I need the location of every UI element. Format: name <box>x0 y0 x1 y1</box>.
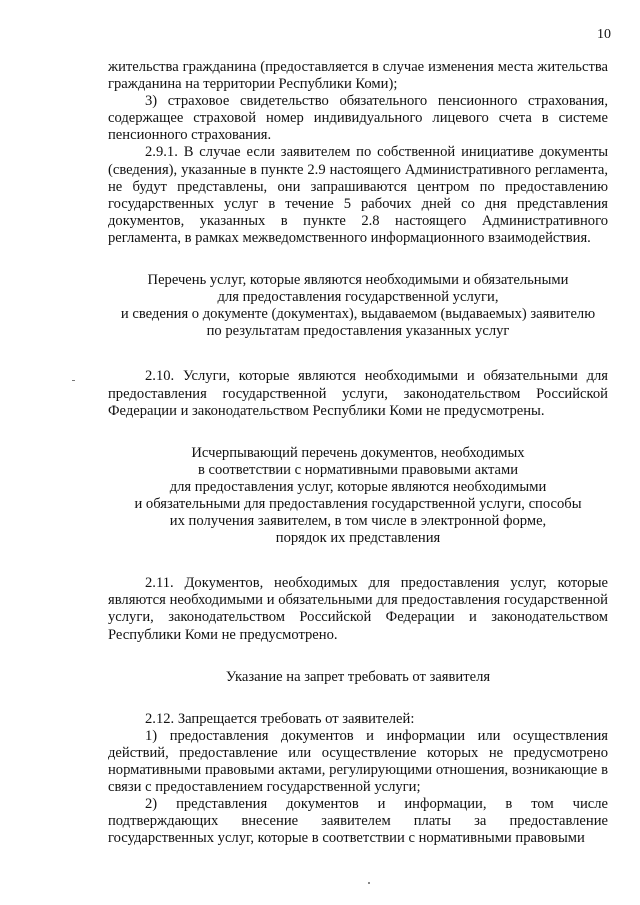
heading-line: для предоставления государственной услуги, <box>217 289 499 306</box>
section-gap <box>108 686 608 711</box>
heading-required-services <box>108 272 608 340</box>
paragraph-pension-certificate: 3) страховое свидетельство обязательного пенсионного страхования, содержащее страховой номер индивидуального лицевого счета в системе пенсионного страхования. <box>108 93 608 144</box>
section-gap <box>108 644 608 669</box>
section-gap <box>108 247 608 272</box>
scan-mark <box>368 882 370 884</box>
margin-mark <box>72 380 75 381</box>
section-gap <box>108 340 608 368</box>
heading-line: Исчерпывающий перечень документов, необходимых <box>191 444 525 461</box>
heading-line: Перечень услуг, которые являются необходимыми и обязательными <box>147 272 569 289</box>
heading-line: и сведения о документе (документах), выдаваемом (выдаваемых) заявителю <box>120 306 596 323</box>
heading-prohibition <box>108 669 608 686</box>
section-gap <box>108 547 608 575</box>
paragraph-residence-continuation: жительства гражданина (предоставляется в случае изменения места жительства гражданина на территории Республики Коми); <box>108 59 608 93</box>
heading-line: в соответствии с нормативными правовыми актами <box>197 461 519 478</box>
paragraph-list-item-1: 1) предоставления документов и информации или осуществления действий, предоставление или осуществление которых не предусмотрено нормативными правовыми актами, регулирующими отношения, возникающие в связи с предоставлением государственной услуги; <box>108 727 608 796</box>
heading-line: и обязательными для предоставления государственной услуги, способы <box>134 495 582 512</box>
paragraph-list-item-2: 2) представления документов и информации, в том числе подтверждающих внесение заявителем платы за предоставление государственных услуг, которые в соответствии с нормативными правовыми <box>108 796 608 847</box>
paragraph-2-9-1: 2.9.1. В случае если заявителем по собственной инициативе документы (сведения), указанные в пункте 2.9 настоящего Административного регламента, не будут представлены, они запрашиваются центром по предоставлению государственных услуг в течение 5 рабочих дней со дня представления документов, указанных в пункте 2.8 настоящего Административного регламента, в рамках межведомственного информационного взаимодействия. <box>108 144 608 246</box>
heading-line: порядок их представления <box>275 530 441 547</box>
paragraph-2-11: 2.11. Документов, необходимых для предоставления услуг, которые являются необходимыми и обязательными для предоставления государственной услуги, законодательством Российской Федерации и законодательством Республики Коми не предусмотрено. <box>108 575 608 643</box>
paragraph-2-12: 2.12. Запрещается требовать от заявителей: <box>145 710 415 727</box>
heading-documents-list <box>108 445 608 548</box>
document-content <box>108 59 608 847</box>
heading-line: для предоставления услуг, которые являются необходимыми <box>169 478 547 495</box>
heading-line: по результатам предоставления указанных услуг <box>206 323 510 340</box>
paragraph-2-10: 2.10. Услуги, которые являются необходимыми и обязательными для предоставления государственной услуги, законодательством Российской Федерации и законодательством Республики Коми не предусмотрены. <box>108 368 608 419</box>
heading-line: их получения заявителем, в том числе в электронной форме, <box>169 513 547 530</box>
heading-line: Указание на запрет требовать от заявителя <box>225 668 491 685</box>
page-number: 10 <box>597 27 611 42</box>
section-gap <box>108 420 608 445</box>
